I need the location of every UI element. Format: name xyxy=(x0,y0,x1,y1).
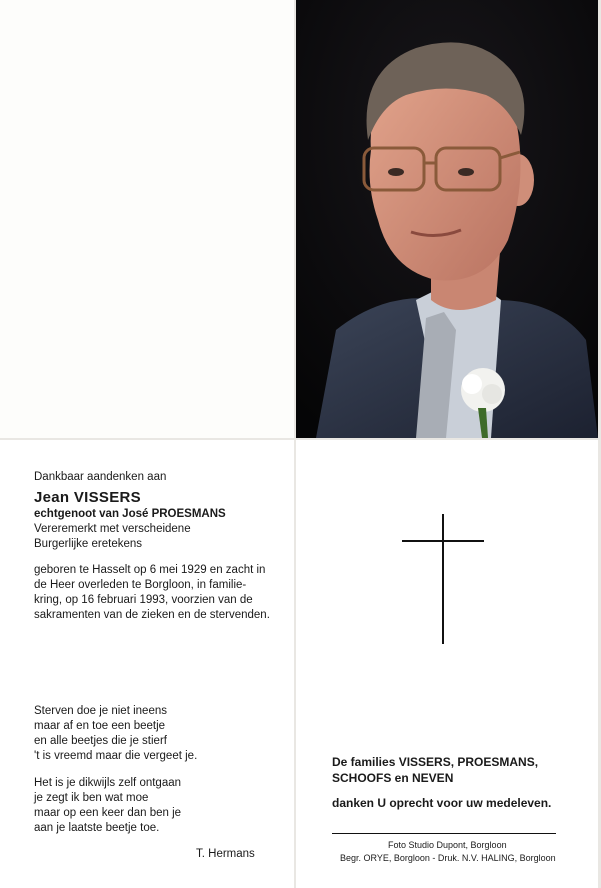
poem-line: je zegt ik ben wat moe xyxy=(34,792,149,804)
thanks-line: danken U oprecht voor uw medeleven. xyxy=(332,796,552,810)
divider xyxy=(332,833,556,834)
memorial-back-panel xyxy=(296,440,598,888)
card-front-blank xyxy=(0,0,294,438)
families-line-2: SCHOOFS en NEVEN xyxy=(332,771,454,785)
deceased-name: Jean VISSERS xyxy=(34,489,141,506)
credit-photo: Foto Studio Dupont, Borgloon xyxy=(388,840,507,850)
cross-bar xyxy=(402,540,484,542)
poem-line: maar af en toe een beetje xyxy=(34,720,166,732)
families-line-1: De families VISSERS, PROESMANS, xyxy=(332,755,539,769)
memorial-text-panel xyxy=(0,440,294,888)
poem-line: maar op een keer dan ben je xyxy=(34,807,182,819)
poem-line: aan je laatste beetje toe. xyxy=(34,822,160,834)
bio-line: sakramenten van de zieken en de stervenden. xyxy=(34,609,270,621)
bio-line: kring, op 16 februari 1993, voorzien van de xyxy=(34,594,253,606)
honor-line-1: Vereremerkt met verscheidene xyxy=(34,523,191,535)
cross-icon xyxy=(442,514,444,644)
poem-line: 't is vreemd maar die vergeet je. xyxy=(34,750,198,762)
credit-print: Begr. ORYE, Borgloon - Druk. N.V. HALING, Borgloon xyxy=(340,853,556,863)
portrait-photo xyxy=(296,0,598,438)
portrait-illustration xyxy=(296,0,598,438)
bio-line: de Heer overleden te Borgloon, in familie- xyxy=(34,579,247,591)
poem-line: Het is je dikwijls zelf ontgaan xyxy=(34,777,182,789)
honor-line-2: Burgerlijke eretekens xyxy=(34,538,143,550)
spouse-line: echtgenoot van José PROESMANS xyxy=(34,508,226,520)
intro-text: Dankbaar aandenken aan xyxy=(34,471,167,483)
bio-line: geboren te Hasselt op 6 mei 1929 en zacht in xyxy=(34,564,266,576)
poem-line: Sterven doe je niet ineens xyxy=(34,705,167,717)
poem-line: en alle beetjes die je stierf xyxy=(34,735,167,747)
poem-author: T. Hermans xyxy=(196,848,255,860)
